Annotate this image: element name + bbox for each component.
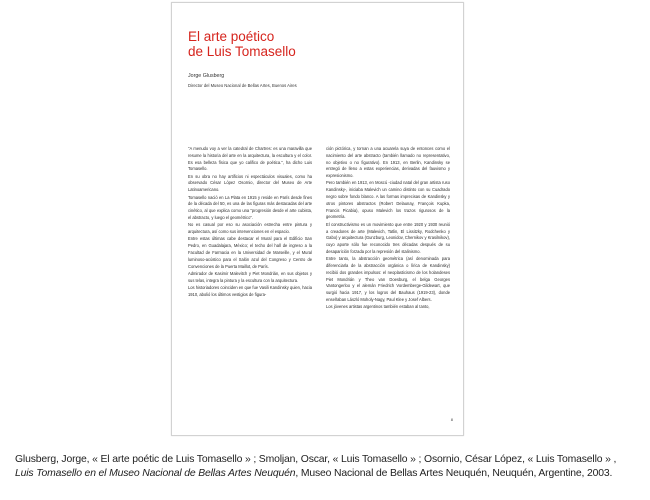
paragraph: Tomasello nació en La Plata en 1915 y reside en París desde fines de la década del 50, es una de las figuras más destacadas del arte cinético, al que explica como una "progresión desde el arte cubista, el abstracto, y luego el geométrico". (188, 194, 312, 220)
author-name: Jorge Glusberg (188, 73, 225, 79)
paragraph: No es casual por eso su asociación estrecha entre pintura y arquitectura, así como sus intervenciones en el espacio. (188, 222, 312, 235)
body-column-left (188, 146, 312, 299)
caption-publication-title: Luis Tomasello en el Museo Nacional de Bellas Artes Neuquén (15, 467, 296, 479)
caption-line-1: Glusberg, Jorge, « El arte poétic de Luis Tomasello » ; Smoljan, Oscar, « Luis Tomasello » ; Osornio, César López, « Luis Tomasello » , (15, 454, 617, 465)
author-affiliation: Director del Museo Nacional de Bellas Artes, Buenos Aires (188, 83, 297, 88)
caption-line-2 (15, 467, 640, 481)
page-number: 8 (450, 417, 453, 422)
paragraph: Entre estas últimas cabe destacar el Mural para el Edificio San Pedro, en Guadalajara, México; el techo del hall de ingreso a la Facultad de Farmacia en la Universidad de Marseille, y el Mural luminoso-acústico para el Salón azul del Congreso y Centro de Convenciones de la Puerta Maillot, de París. (188, 236, 312, 269)
document-page (171, 2, 464, 436)
paragraph: Los historiadores coinciden en que fue Vasili Kandinsky quien, hacia 1910, abolió los últimos vestigios de figura- (188, 284, 312, 297)
image-caption (15, 453, 640, 480)
body-column-right (326, 146, 450, 312)
paragraph: Pero también en 1913, en Moscú -ciudad natal del gran artista ruso Kandinsky-, iniciaba Malevich un camino distinto con su Cuadrado negro sobre fondo blanco. A las formas imprecisas de Kandinsky y otros pintores abstractos (Robert Delaunay, François Kupka, Francis Picabia), opuso Malevich los trazos rigurosos de la geometría. (326, 180, 450, 220)
article-title-line-1: El arte poético (188, 29, 275, 44)
paragraph: En su obra no hay artificios ni espectáculos visuales, como ha observado César López Osornio, director del Museo de Arte Latinoamericano. (188, 173, 312, 193)
article-title (188, 29, 448, 59)
paragraph: El constructivismo es un movimiento que entre 1920 y 1930 reunió a creadores de arte (Malevich, Tatlin, El Lissitzky, Rodchenko y Gabo) y arquitectura (Gunzburg, Leonidov, Chernikov y Krasilnikov), cuyo aporte sólo fue reconocido tres décadas después de su desaparición forzada por la represión del stalinismo. (326, 221, 450, 254)
paragraph: Entre tanto, la abstracción geométrica (así denominada para diferenciarla de la abstracción orgánica o lírica de Kandinsky) recibió dos grandes impulsos: el neoplasticismo de los holandeses Piet Mondrián y Theo van Doesburg, el belga Georges Vantongerloo y el alemán Friedrich Vordemberge-Gildewart, que surgió hacia 1917, y los logros del Bauhaus (1919-23), donde enseñaban László Moholy-Nagy, Paul Klee y Josef Albers. (326, 256, 450, 303)
article-title-line-2: de Luis Tomasello (188, 44, 296, 59)
paragraph: "A menudo voy a ver la catedral de Chartres: es una maravilla que resume la historia del arte en la arquitectura, la escultura y el color. Es esa belleza física que yo califico de poética.", ha dicho Luis Tomasello. (188, 146, 312, 172)
paragraph: ción pictórica, y tornan a una acuarela suya de entonces como el nacimiento del arte abstracto (también llamado no representativo, no objetivo o no figurativo). En 1913, en Berlin, Kandinsky se entregó de lleno a estas experiencias, derivadas del fauvismo y expresionismo. (326, 146, 450, 179)
paragraph: Admirador de Kasimir Malevitch y Piet Mondrián, en sus objetos y sus telas, integra la pintura y la escultura con la arquitectura. (188, 270, 312, 283)
paragraph: Los jóvenes artistas argentinos también estaban al tanto, (326, 304, 430, 310)
caption-publication-details: , Museo Nacional de Bellas Artes Neuquén, Neuquén, Argentine, 2003. (295, 467, 613, 479)
